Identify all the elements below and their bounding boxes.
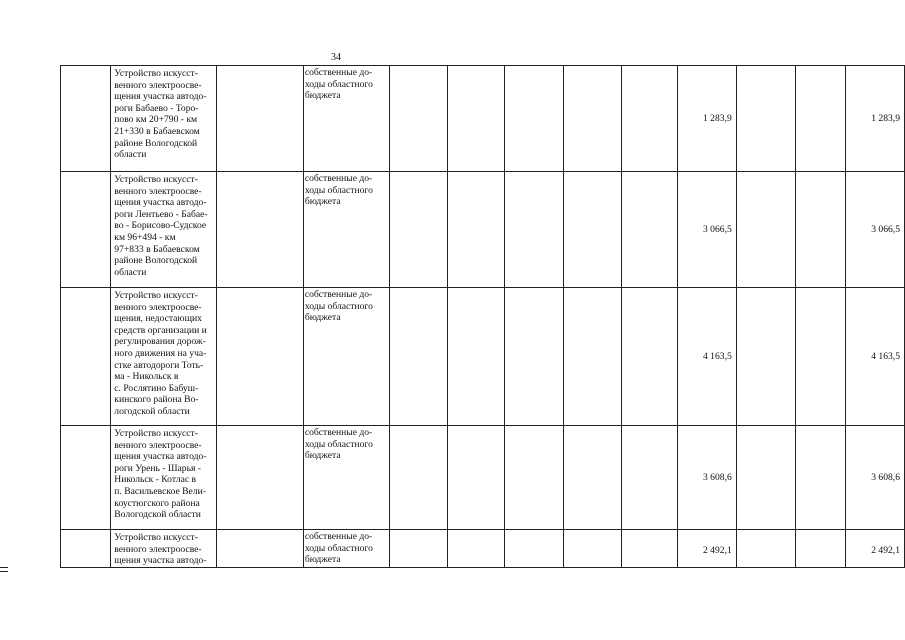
empty-cell [563, 66, 621, 172]
empty-cell [61, 426, 111, 530]
edge-mark [0, 571, 8, 572]
empty-cell [736, 426, 795, 530]
empty-cell [563, 172, 621, 288]
total-cell: 4 163,5 [846, 288, 905, 426]
empty-cell [61, 172, 111, 288]
empty-cell [736, 172, 795, 288]
empty-cell [504, 66, 563, 172]
empty-cell [621, 426, 677, 530]
empty-cell [389, 288, 447, 426]
empty-cell [389, 66, 447, 172]
funding-source-cell [303, 66, 389, 172]
edge-mark [0, 567, 8, 568]
project-name-cell [111, 426, 217, 530]
table-row [61, 530, 905, 568]
amount-cell: 1 283,9 [677, 66, 736, 172]
project-name: Устройство искусст- венного электроосве- щения, недостающих средств организации и регулирования дорож- ного движения на уча- стке автодороги Тоть- ма - Никольск в с. Рослятино Бабуш- кинского района Во- логодской области [114, 290, 207, 417]
empty-cell [504, 530, 563, 568]
empty-cell [563, 426, 621, 530]
funding-source-cell [303, 530, 389, 568]
empty-cell [621, 288, 677, 426]
total-cell: 2 492,1 [846, 530, 905, 568]
empty-cell [736, 530, 795, 568]
empty-cell [795, 66, 845, 172]
funding-source-cell [303, 426, 389, 530]
amount-cell: 4 163,5 [677, 288, 736, 426]
funding-source-cell [303, 172, 389, 288]
empty-cell [736, 66, 795, 172]
empty-cell [389, 530, 447, 568]
empty-cell [61, 530, 111, 568]
empty-cell [216, 426, 303, 530]
empty-cell [447, 288, 504, 426]
empty-cell [216, 66, 303, 172]
total-cell: 3 066,5 [846, 172, 905, 288]
total-cell: 3 608,6 [846, 426, 905, 530]
project-name: Устройство искусст- венного электроосве- щения участка автодо- [114, 532, 207, 567]
empty-cell [504, 172, 563, 288]
empty-cell [795, 288, 845, 426]
empty-cell [795, 530, 845, 568]
funding-source: собственные до- ходы областного бюджета [304, 427, 373, 462]
empty-cell [389, 426, 447, 530]
empty-cell [447, 66, 504, 172]
table-row [61, 172, 905, 288]
empty-cell [736, 288, 795, 426]
empty-cell [216, 288, 303, 426]
empty-cell [504, 288, 563, 426]
empty-cell [563, 288, 621, 426]
empty-cell [447, 172, 504, 288]
table-row [61, 288, 905, 426]
empty-cell [61, 288, 111, 426]
empty-cell [795, 426, 845, 530]
page-number: 34 [331, 52, 341, 63]
table-row [61, 66, 905, 172]
funding-source: собственные до- ходы областного бюджета [304, 67, 373, 102]
empty-cell [504, 426, 563, 530]
amount-cell: 3 066,5 [677, 172, 736, 288]
project-name: Устройство искусст- венного электроосве- щения участка автодо- роги Лентьево - Бабае- во - Борисово-Судское км 96+494 - км 97+833 в Бабаевском районе Вологодской области [114, 174, 208, 278]
empty-cell [447, 530, 504, 568]
project-name: Устройство искусст- венного электроосве- щения участка автодо- роги Бабаево - Торо- пово км 20+790 - км 21+330 в Бабаевском районе Вологодской области [114, 68, 207, 161]
project-name-cell [111, 530, 217, 568]
funding-source-cell [303, 288, 389, 426]
table-row [61, 426, 905, 530]
funding-source: собственные до- ходы областного бюджета [304, 173, 373, 208]
project-name: Устройство искусст- венного электроосве- щения участка автодо- роги Урень - Шарья - Никольск - Котлас в п. Васильевское Вели- коустюгского района Вологодской области [114, 428, 207, 521]
empty-cell [61, 66, 111, 172]
empty-cell [216, 172, 303, 288]
funding-source: собственные до- ходы областного бюджета [304, 289, 373, 324]
empty-cell [795, 172, 845, 288]
budget-table [60, 65, 905, 568]
empty-cell [563, 530, 621, 568]
empty-cell [621, 66, 677, 172]
empty-cell [621, 172, 677, 288]
project-name-cell [111, 172, 217, 288]
project-name-cell [111, 66, 217, 172]
total-cell: 1 283,9 [846, 66, 905, 172]
empty-cell [216, 530, 303, 568]
project-name-cell [111, 288, 217, 426]
funding-source: собственные до- ходы областного бюджета [304, 531, 373, 566]
empty-cell [621, 530, 677, 568]
amount-cell: 2 492,1 [677, 530, 736, 568]
amount-cell: 3 608,6 [677, 426, 736, 530]
empty-cell [447, 426, 504, 530]
empty-cell [389, 172, 447, 288]
